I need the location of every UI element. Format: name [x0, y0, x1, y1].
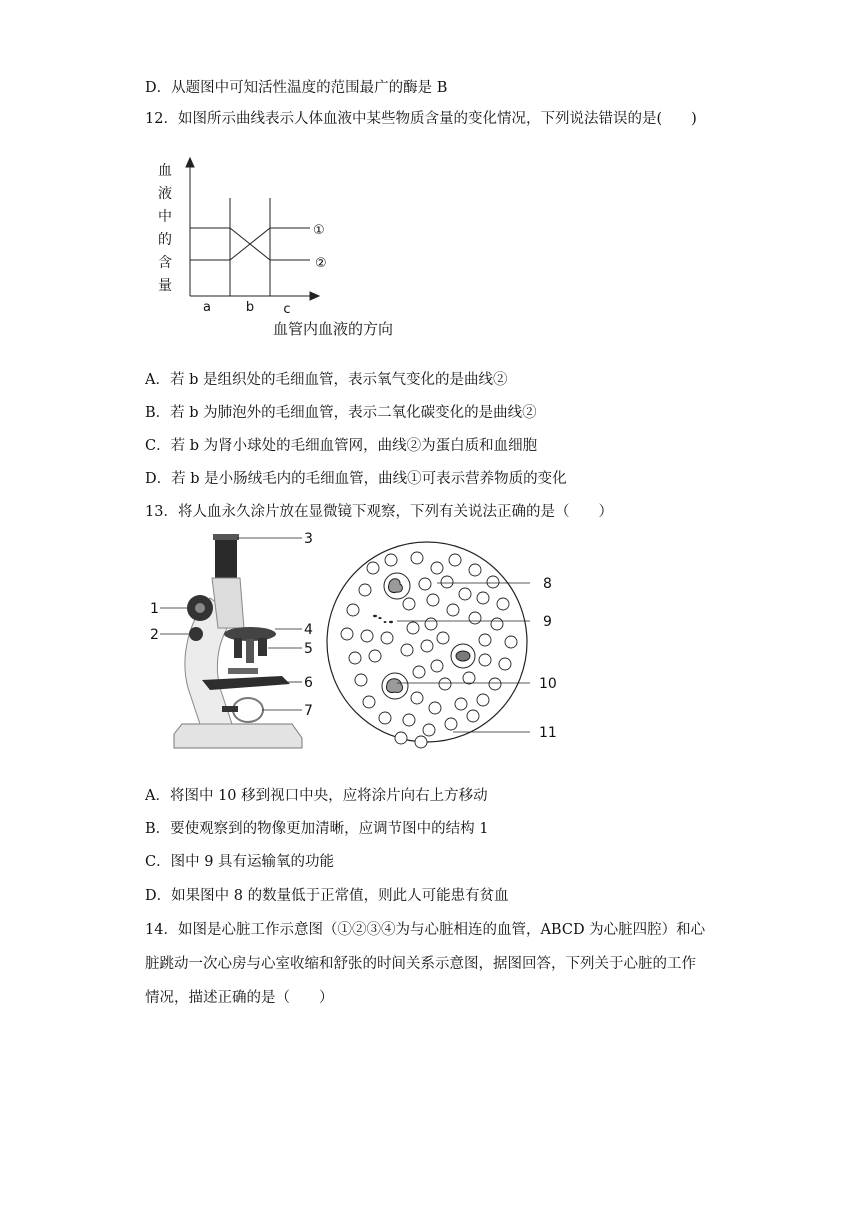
curve-2	[190, 228, 310, 260]
red-blood-cell	[341, 628, 353, 640]
microscope-label-4: 4	[304, 622, 313, 638]
red-blood-cell	[459, 588, 471, 600]
q13-stem: 13．将人血永久涂片放在显微镜下观察，下列有关说法正确的是（ ）	[145, 504, 613, 520]
platelet	[384, 621, 387, 623]
smear-label-8: 8	[543, 576, 552, 592]
chart-ylabel-char: 量	[158, 278, 172, 294]
coarse-knob-center	[195, 603, 205, 613]
q14-stem-line: 14．如图是心脏工作示意图（①②③④为与心脏相连的血管，ABCD 为心脏四腔）和心	[145, 922, 706, 938]
microscope-label-6: 6	[304, 675, 313, 691]
red-blood-cell	[431, 660, 443, 672]
eyepiece-rim	[213, 534, 239, 540]
red-blood-cell	[441, 576, 453, 588]
red-blood-cell	[449, 554, 461, 566]
red-blood-cell	[423, 724, 435, 736]
red-blood-cell	[477, 694, 489, 706]
blood-smear-figure	[325, 538, 575, 758]
objective	[258, 638, 267, 656]
red-blood-cell	[429, 702, 441, 714]
objective	[234, 638, 242, 658]
body-tube	[212, 578, 244, 628]
red-blood-cell	[479, 654, 491, 666]
red-blood-cell	[419, 578, 431, 590]
segment-b-label: b	[245, 300, 255, 315]
smear-label-11: 11	[539, 725, 557, 741]
y-axis-arrow	[186, 158, 194, 167]
red-blood-cell	[463, 672, 475, 684]
chart-xlabel: 血管内血液的方向	[273, 320, 394, 338]
red-blood-cell	[401, 644, 413, 656]
red-blood-cell	[349, 652, 361, 664]
stage-clip	[228, 668, 258, 674]
red-blood-cell	[431, 562, 443, 574]
red-blood-cell	[469, 612, 481, 624]
red-blood-cell	[369, 650, 381, 662]
platelet	[373, 615, 377, 617]
smear-label-9: 9	[543, 614, 552, 630]
red-blood-cell	[505, 636, 517, 648]
red-blood-cell	[499, 658, 511, 670]
q12-stem: 12．如图所示曲线表示人体血液中某些物质含量的变化情况，下列说法错误的是( )	[145, 111, 697, 127]
microscope-base	[174, 724, 302, 748]
q14-stem-line: 脏跳动一次心房与心室收缩和舒张的时间关系示意图，据图回答，下列关于心脏的工作	[145, 956, 696, 972]
red-blood-cell	[437, 632, 449, 644]
red-blood-cell	[367, 562, 379, 574]
segment-a-label: a	[203, 300, 211, 315]
red-blood-cell	[445, 718, 457, 730]
red-blood-cell	[403, 714, 415, 726]
q13-option-a: A．将图中 10 移到视口中央，应将涂片向右上方移动	[145, 788, 488, 804]
q13-option-c: C．图中 9 具有运输氧的功能	[145, 854, 335, 870]
red-blood-cell	[497, 598, 509, 610]
curve-1-label: ①	[313, 223, 325, 238]
red-blood-cell	[491, 618, 503, 630]
q12-option-c: C．若 b 为肾小球处的毛细血管网，曲线②为蛋白质和血细胞	[145, 438, 538, 454]
red-blood-cell	[439, 678, 451, 690]
red-blood-cell	[415, 736, 427, 748]
nosepiece	[224, 627, 276, 641]
microscope-figure	[140, 528, 330, 756]
blood-content-chart	[155, 150, 425, 350]
red-blood-cell	[447, 604, 459, 616]
red-blood-cell	[421, 640, 433, 652]
red-blood-cell	[455, 698, 467, 710]
smear-label-10: 10	[539, 676, 557, 692]
q12-option-a: A．若 b 是组织处的毛细血管，表示氧气变化的是曲线②	[145, 372, 508, 388]
mirror-holder	[222, 706, 238, 712]
microscope-label-1: 1	[150, 601, 159, 617]
red-blood-cell	[487, 576, 499, 588]
red-blood-cell	[363, 696, 375, 708]
wbc-nucleus	[456, 651, 470, 661]
red-blood-cell	[425, 618, 437, 630]
chart-ylabel-char: 中	[158, 209, 172, 225]
red-blood-cell	[379, 712, 391, 724]
platelet	[389, 621, 393, 623]
fine-adjustment-knob	[189, 627, 203, 641]
q11-option-d: D．从题图中可知活性温度的范围最广的酶是 B	[145, 80, 448, 96]
chart-ylabel-char: 液	[158, 186, 172, 202]
microscope-label-3: 3	[304, 531, 313, 547]
red-blood-cell	[347, 604, 359, 616]
red-blood-cell	[361, 630, 373, 642]
red-blood-cell	[413, 666, 425, 678]
red-blood-cell	[489, 678, 501, 690]
microscope-label-5: 5	[304, 641, 313, 657]
chart-ylabel-char: 含	[158, 255, 172, 271]
q13-option-b: B．要使观察到的物像更加清晰，应调节图中的结构 1	[145, 821, 489, 837]
red-blood-cell	[411, 692, 423, 704]
segment-c-label: c	[283, 302, 291, 317]
chart-ylabel-char: 血	[158, 163, 172, 179]
curve-2-label: ②	[315, 256, 327, 271]
red-blood-cell	[479, 634, 491, 646]
q12-option-b: B．若 b 为肺泡外的毛细血管，表示二氧化碳变化的是曲线②	[145, 405, 537, 421]
x-axis-arrow	[310, 292, 319, 300]
red-blood-cell	[359, 584, 371, 596]
red-blood-cell	[395, 732, 407, 744]
red-blood-cell	[477, 592, 489, 604]
red-blood-cell	[407, 622, 419, 634]
chart-ylabel-char: 的	[158, 232, 172, 248]
red-blood-cell	[385, 554, 397, 566]
red-blood-cell	[467, 710, 479, 722]
objective	[246, 639, 254, 663]
q14-stem-line: 情况，描述正确的是（ ）	[145, 990, 334, 1006]
wbc-nucleus	[386, 679, 402, 693]
red-blood-cell	[469, 564, 481, 576]
q12-option-d: D．若 b 是小肠绒毛内的毛细血管，曲线①可表示营养物质的变化	[145, 471, 567, 487]
platelet	[378, 617, 381, 619]
red-blood-cell	[403, 598, 415, 610]
red-blood-cell	[355, 674, 367, 686]
microscope-label-7: 7	[304, 703, 313, 719]
red-blood-cell	[427, 594, 439, 606]
red-blood-cell	[411, 552, 423, 564]
eyepiece	[215, 536, 237, 578]
microscope-label-2: 2	[150, 627, 159, 643]
red-blood-cell	[381, 632, 393, 644]
q13-option-d: D．如果图中 8 的数量低于正常值，则此人可能患有贫血	[145, 888, 509, 904]
